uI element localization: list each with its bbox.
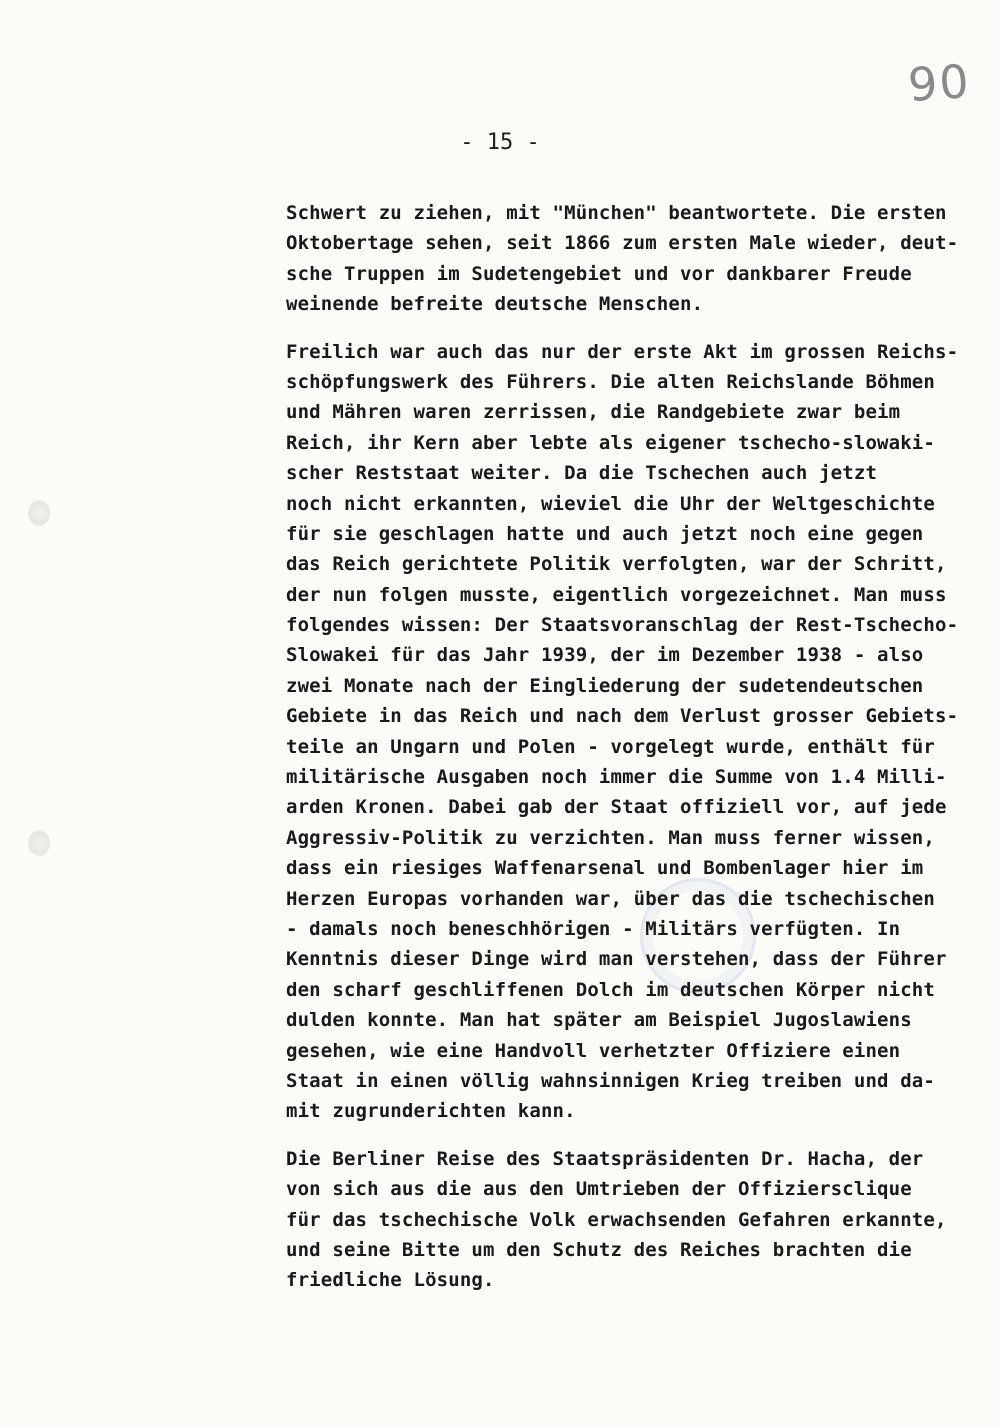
text-line: Gebiete in das Reich und nach dem Verlust grosser Gebiets- xyxy=(286,705,959,728)
text-line: arden Kronen. Dabei gab der Staat offiziell vor, auf jede xyxy=(286,796,947,819)
text-line: teile an Ungarn und Polen - vorgelegt wurde, enthält für xyxy=(286,735,935,758)
text-line: Die Berliner Reise des Staatspräsidenten Dr. Hacha, der xyxy=(286,1147,924,1170)
page-number: - 15 - xyxy=(460,130,540,155)
text-line: zwei Monate nach der Eingliederung der sudetendeutschen xyxy=(286,674,924,697)
text-line: Slowakei für das Jahr 1939, der im Dezember 1938 - also xyxy=(286,644,924,667)
text-line: noch nicht erkannten, wieviel die Uhr der Weltgeschichte xyxy=(286,492,935,515)
text-line: mit zugrunderichten kann. xyxy=(286,1100,576,1123)
text-line: der nun folgen musste, eigentlich vorgezeichnet. Man muss xyxy=(286,583,947,606)
text-line: für das tschechische Volk erwachsenden Gefahren erkannte, xyxy=(286,1208,947,1231)
text-line: Schwert zu ziehen, mit "München" beantwortete. Die ersten xyxy=(286,202,947,224)
text-line: Aggressiv-Politik zu verzichten. Man muss ferner wissen, xyxy=(286,826,935,849)
text-line: Reich, ihr Kern aber lebte als eigener tschecho-slowaki- xyxy=(286,431,935,454)
punch-hole xyxy=(28,830,50,856)
paragraph xyxy=(286,198,996,320)
punch-hole xyxy=(28,500,50,526)
text-line: Herzen Europas vorhanden war, über das die tschechischen xyxy=(286,887,935,910)
text-line: dulden konnte. Man hat später am Beispiel Jugoslawiens xyxy=(286,1009,912,1032)
text-line: und seine Bitte um den Schutz des Reiches brachten die xyxy=(286,1238,912,1261)
text-line: Oktobertage sehen, seit 1866 zum ersten Male wieder, deut- xyxy=(286,232,959,255)
body-text xyxy=(286,198,996,1313)
paragraph xyxy=(286,1144,996,1296)
text-line: militärische Ausgaben noch immer die Summe von 1.4 Milli- xyxy=(286,766,947,789)
handwritten-folio-number: 90 xyxy=(906,53,973,113)
text-line: - damals noch beneschhörigen - Militärs verfügten. In xyxy=(286,917,901,940)
text-line: dass ein riesiges Waffenarsenal und Bombenlager hier im xyxy=(286,857,924,880)
text-line: für sie geschlagen hatte und auch jetzt noch eine gegen xyxy=(286,522,924,545)
text-line: schöpfungswerk des Führers. Die alten Reichslande Böhmen xyxy=(286,370,935,393)
text-line: gesehen, wie eine Handvoll verhetzter Offiziere einen xyxy=(286,1039,901,1062)
text-line: von sich aus die aus den Umtrieben der Offiziersclique xyxy=(286,1178,912,1201)
text-line: Kenntnis dieser Dinge wird man verstehen, dass der Führer xyxy=(286,948,947,971)
text-line: friedliche Lösung. xyxy=(286,1269,495,1292)
text-line: und Mähren waren zerrissen, die Randgebiete zwar beim xyxy=(286,401,901,424)
text-line: sche Truppen im Sudetengebiet und vor dankbarer Freude xyxy=(286,262,912,285)
text-line: den scharf geschliffenen Dolch im deutschen Körper nicht xyxy=(286,978,935,1001)
paragraph xyxy=(286,337,996,1127)
text-line: folgendes wissen: Der Staatsvoranschlag der Rest-Tschecho- xyxy=(286,614,959,637)
text-line: weinende befreite deutsche Menschen. xyxy=(286,293,704,316)
text-line: scher Reststaat weiter. Da die Tschechen auch jetzt xyxy=(286,462,878,485)
text-line: das Reich gerichtete Politik verfolgten, war der Schritt, xyxy=(286,553,947,576)
text-line: Staat in einen völlig wahnsinnigen Krieg treiben und da- xyxy=(286,1069,935,1092)
text-line: Freilich war auch das nur der erste Akt im grossen Reichs- xyxy=(286,340,959,363)
